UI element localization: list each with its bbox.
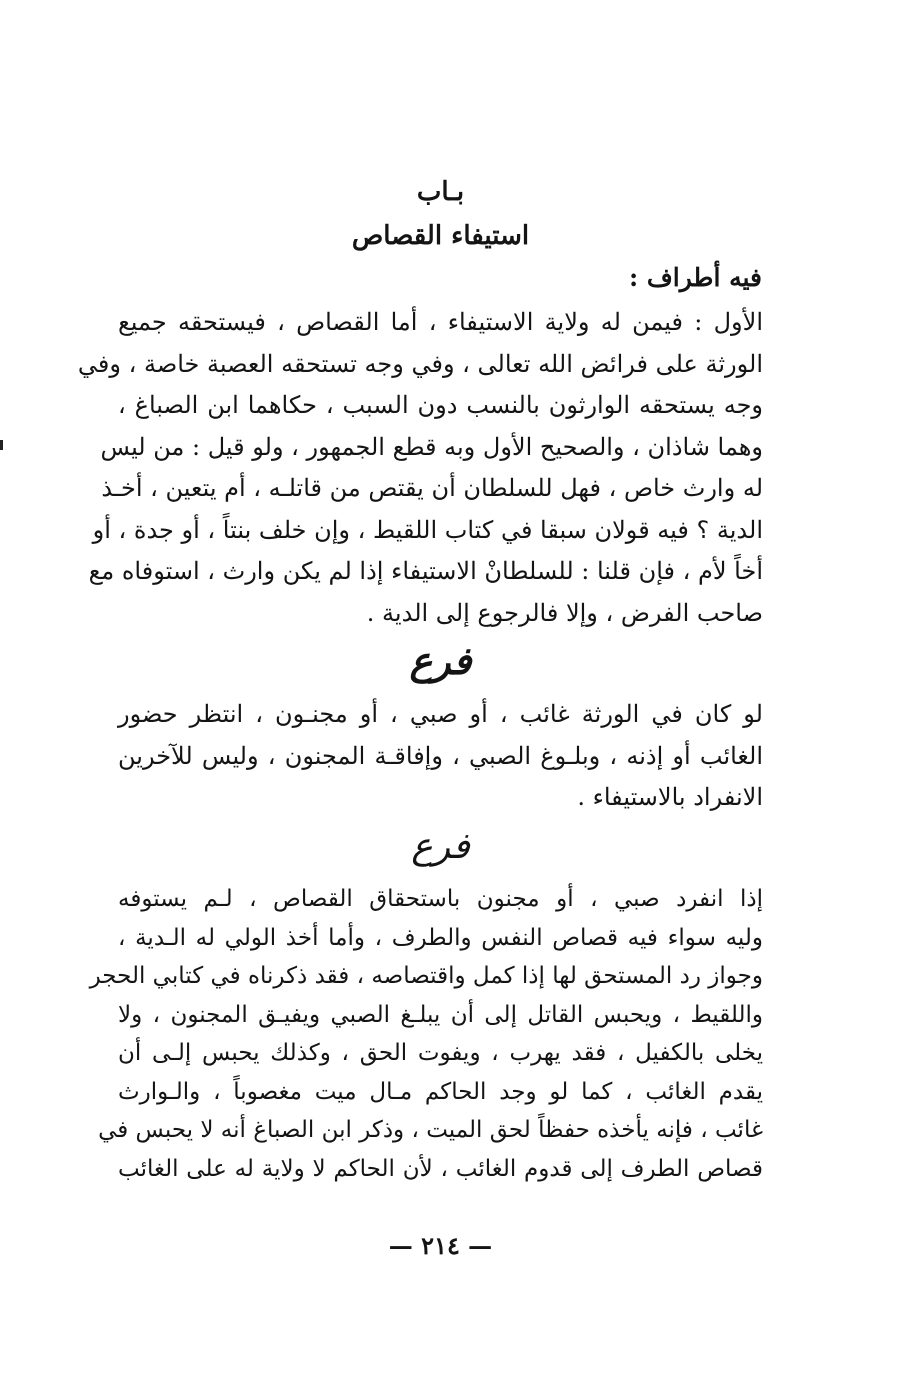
text-line: قصاص الطرف إلى قدوم الغائب ، لأن الحاكم لا ولاية له على الغائب [118,1155,763,1182]
far2-paragraph [89,880,763,1188]
text-line: أخاً لأم ، فإن قلنا : للسلطانْ الاستيفاء إذا لم يكن وارث ، استوفاه مع [88,557,763,585]
text-line: إذا انفرد صبي ، أو مجنون باستحقاق القصاص ، لـم يستوفه [118,886,763,912]
text-line: غائب ، فإنه يأخذه حفظاً لحق الميت ، وذكر ابن الصباغ أنه لا يحبس في [98,1117,763,1143]
text-line: الانفراد بالاستيفاء . [577,783,763,811]
chapter-title: استيفاء القصاص [351,221,530,251]
text-line: يخلى بالكفيل ، فقد يهرب ، ويفوت الحق ، وكذلك يحبس إلـى أن [118,1040,763,1066]
text-line: الأول : فيمن له ولاية الاستيفاء ، أما القصاص ، فيستحقه جميع [118,308,763,336]
text-line: الدية ؟ فيه قولان سبقا في كتاب اللقيط ، وإن خلف بنتاً ، أو جدة ، أو [92,515,763,544]
section-subheading: فيه أطراف : [628,263,762,292]
text-line: وهما شاذان ، والصحيح الأول وبه قطع الجمهور ، ولو قيل : من ليس [100,432,763,461]
far-heading-1: فرع [409,638,472,683]
text-line: وليه سواء فيه قصاص النفس والطرف ، وأما أخذ الولي له الـدية ، [118,924,763,951]
text-line: الغائب أو إذنه ، وبلـوغ الصبي ، وإفاقـة المجنون ، وليس للآخرين [118,741,763,770]
text-line: واللقيط ، ويحبس القاتل إلى أن يبلـغ الصبي ويفيـق المجنون ، ولا [118,1001,763,1028]
page-number: — ٢١٤ — [388,1231,493,1260]
text-line: يقدم الغائب ، كما لو وجد الحاكم مـال ميت مغصوباً ، والـوارث [118,1078,763,1105]
far1-paragraph [118,694,763,819]
scan-edge-mark [0,440,3,450]
text-line: لو كان في الورثة غائب ، أو صبي ، أو مجنـون ، انتظر حضور [118,700,763,728]
far-heading-2: فرع [411,826,470,867]
text-line: الورثة على فرائض الله تعالى ، وفي وجه تستحقه العصبة خاصة ، وفي [77,349,763,378]
text-line: وجه يستحقه الوارثون بالنسب دون السبب ، حكاهما ابن الصباغ ، [118,391,763,419]
text-line: وجواز رد المستحق لها إذا كمل واقتصاصه ، فقد ذكرناه في كتابي الحجر [89,963,763,989]
text-line: صاحب الفرض ، وإلا فالرجوع إلى الدية . [366,598,763,627]
text-line: له وارث خاص ، فهل للسلطان أن يقتص من قاتلـه ، أم يتعين ، أخـذ [101,474,763,502]
part1-paragraph [77,302,763,634]
chapter-label: بـاب [416,177,465,207]
